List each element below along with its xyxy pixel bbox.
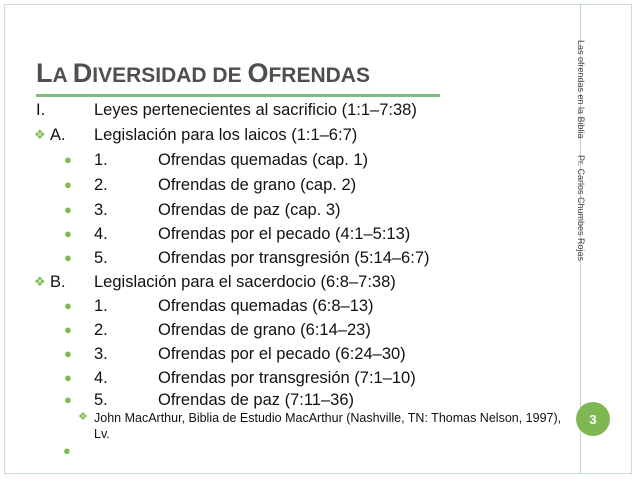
outline-marker: B. [50, 273, 66, 291]
outline-marker: I. [36, 101, 46, 119]
dot-bullet-icon: ● [64, 392, 72, 407]
page-number-badge: 3 [576, 402, 610, 436]
outline-marker: 4. [94, 225, 108, 243]
dot-bullet-icon: ● [64, 226, 72, 241]
outline-text: Ofrendas por el pecado (4:1–5:13) [158, 225, 411, 243]
outline-text: Ofrendas de paz (7:11–36) [158, 391, 354, 409]
outline-text: Legislación para los laicos (1:1–6:7) [94, 126, 358, 144]
side-book-title: Las ofrendas en la Biblia [576, 40, 586, 139]
dot-bullet-icon: ● [64, 250, 72, 265]
outline-text: Ofrendas de grano (6:14–23) [158, 321, 371, 339]
title-underline [36, 94, 440, 97]
slide-title: LA DIVERSIDAD DE OFRENDAS [36, 58, 370, 88]
outline-marker: 4. [94, 369, 108, 387]
dot-bullet-icon: ● [63, 443, 71, 458]
outline-marker: 1. [94, 151, 108, 169]
square-bullet-icon: ❖ [34, 127, 46, 142]
dot-bullet-icon: ● [64, 177, 72, 192]
outline-marker: A. [50, 126, 66, 144]
dot-bullet-icon: ● [64, 370, 72, 385]
dot-bullet-icon: ● [64, 202, 72, 217]
outline-text: Ofrendas quemadas (6:8–13) [158, 297, 374, 315]
outline-text: Leyes pertenecientes al sacrificio (1:1–7:38) [94, 101, 417, 119]
reference-citation: John MacArthur, Biblia de Estudio MacArthur (Nashville, TN: Thomas Nelson, 1997), Lv. [94, 411, 562, 441]
outline-text: Ofrendas de grano (cap. 2) [158, 176, 357, 194]
square-bullet-icon: ❖ [34, 274, 46, 289]
outline-text: Ofrendas por transgresión (7:1–10) [158, 369, 416, 387]
dot-bullet-icon: ● [64, 152, 72, 167]
outline-marker: 2. [94, 321, 108, 339]
square-bullet-icon: ❖ [78, 411, 88, 423]
outline-text: Ofrendas de paz (cap. 3) [158, 201, 341, 219]
side-author: Pr. Carlos Chumbes Rojas [576, 155, 586, 262]
outline-marker: 5. [94, 391, 108, 409]
outline-marker: 2. [94, 176, 108, 194]
outline-marker: 1. [94, 297, 108, 315]
dot-bullet-icon: ● [64, 346, 72, 361]
outline-text: Ofrendas quemadas (cap. 1) [158, 151, 369, 169]
outline-text: Ofrendas por transgresión (5:14–6:7) [158, 249, 430, 267]
outline-marker: 3. [94, 345, 108, 363]
outline-text: Legislación para el sacerdocio (6:8–7:38) [94, 273, 396, 291]
side-caption [576, 40, 586, 261]
dot-bullet-icon: ● [64, 298, 72, 313]
dot-bullet-icon: ● [64, 322, 72, 337]
outline-text: Ofrendas por el pecado (6:24–30) [158, 345, 406, 363]
outline-marker: 5. [94, 249, 108, 267]
outline-marker: 3. [94, 201, 108, 219]
